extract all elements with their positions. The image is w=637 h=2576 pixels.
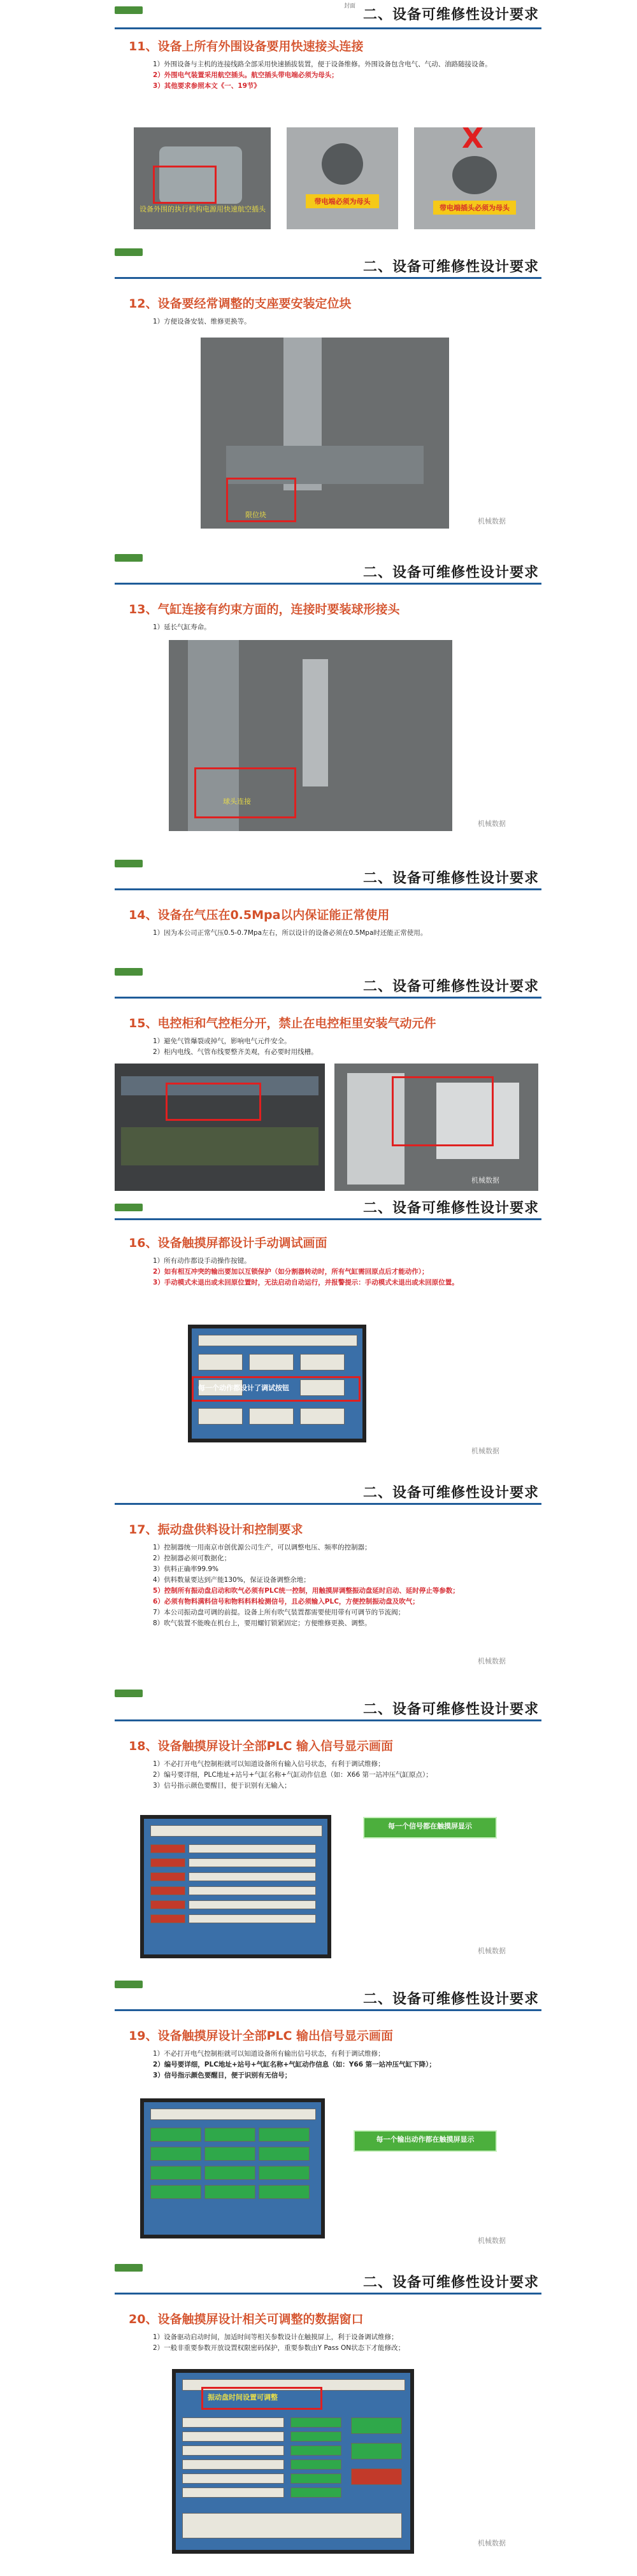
logo-icon — [115, 1981, 143, 1988]
highlight-box — [392, 1076, 494, 1146]
input-signal-screen-photo — [140, 1815, 331, 1958]
section-heading: 18、设备触摸屏设计全部PLC 输入信号显示画面 — [129, 1739, 394, 1753]
tag-label: 封面 — [344, 3, 356, 10]
text-line: 1）方便设备安装、维修更换等。 — [153, 318, 251, 325]
section-heading: 14、设备在气压在0.5Mpa以内保证能正常使用 — [129, 908, 390, 922]
watermark: 机械数据 — [478, 517, 506, 525]
text-line: 3）信号指示颜色要醒目，便于识别有无输入； — [153, 1782, 291, 1790]
text-line: 1）因为本公司正常气压0.5-0.7Mpa左右，所以设计的设备必须在0.5Mpa时还能正常使用。 — [153, 929, 427, 937]
photo-caption: 球头连接 — [223, 797, 251, 806]
highlight-box — [166, 1083, 261, 1121]
text-line: 1）延长气缸寿命。 — [153, 623, 211, 631]
divider — [115, 888, 541, 890]
section-text — [153, 622, 535, 633]
text-line: 1）控制器统一用南京市创优源公司生产，可以调整电压、频率的控制器； — [153, 1544, 371, 1551]
section-heading: 20、设备触摸屏设计相关可调整的数据窗口 — [129, 2312, 364, 2326]
text-line: 2）外围电气装置采用航空插头。航空插头带电端必须为母头； — [153, 71, 338, 79]
page-title: 二、设备可维修性设计要求 — [362, 870, 539, 886]
section-heading: 15、电控柜和气控柜分开，禁止在电控柜里安装气动元件 — [129, 1016, 436, 1030]
slide-18 — [115, 1701, 541, 1993]
slide-14 — [115, 872, 541, 981]
highlight-box — [194, 767, 296, 818]
watermark: 机械数据 — [478, 2237, 506, 2245]
cylinder-photo — [169, 640, 452, 831]
page-title: 二、设备可维修性设计要求 — [362, 2274, 539, 2291]
callout-label: 带电端插头必须为母头 — [433, 201, 516, 215]
logo-icon — [115, 6, 143, 14]
logo-icon — [115, 554, 143, 562]
slide-13 — [115, 564, 541, 872]
divider — [115, 583, 541, 585]
page-title: 二、设备可维修性设计要求 — [362, 1484, 539, 1501]
section-text — [153, 1542, 535, 1629]
text-line: 8）吹气装置不能晚在机台上，要用螺钉锁紧固定；方便维修更换、调整。 — [153, 1619, 371, 1627]
page-title: 二、设备可维修性设计要求 — [362, 978, 539, 995]
callout-label: 带电端必须为母头 — [306, 194, 379, 208]
section-text — [153, 59, 535, 92]
section-text — [153, 1759, 535, 1791]
section-heading: 12、设备要经常调整的支座要安装定位块 — [129, 297, 352, 311]
text-line: 3）信号指示颜色要醒目，便于识别有无信号； — [153, 2072, 292, 2079]
slide-19 — [115, 1993, 541, 2277]
pneumatic-cabinet-photo — [334, 1064, 538, 1191]
output-signal-screen-photo — [140, 2098, 325, 2238]
logo-icon — [115, 968, 143, 976]
touchscreen-photo — [188, 1325, 366, 1442]
text-line: 2）编号要详细，PLC地址+站号+气缸名称+气缸动作信息（如：X66 第一站冲压气缸原点）； — [153, 1771, 433, 1779]
watermark: 机械数据 — [478, 1657, 506, 1665]
section-text — [153, 2049, 535, 2081]
electrical-cabinet-photo — [115, 1064, 325, 1191]
divider — [115, 1719, 541, 1721]
callout-label: 每一个信号都在触摸屏显示 — [363, 1817, 497, 1839]
highlight-box — [153, 166, 217, 204]
divider — [115, 2009, 541, 2011]
text-line: 1）不必打开电气控制柜就可以知道设备所有输出信号状态，有利于调试维修； — [153, 2050, 385, 2058]
divider — [115, 997, 541, 999]
slide-15 — [115, 978, 541, 1200]
male-plug-photo — [414, 127, 535, 229]
cross-icon: X — [462, 127, 483, 155]
photo-caption: 每一个动作都设计了调试按钮 — [198, 1384, 289, 1392]
section-heading: 13、气缸连接有约束方面的，连接时要装球形接头 — [129, 602, 400, 616]
page-title: 二、设备可维修性设计要求 — [362, 1991, 539, 2007]
text-line: 2）如有相互冲突的输出要加以互锁保护（如分割器转动时，所有气缸需回原点后才能动作）； — [153, 1268, 429, 1276]
text-line: 1）外围设备与主机的连接线路全部采用快速插拔装置，便于设备维修。外围设备包含电气、气动、油路随接设备。 — [153, 60, 492, 68]
divider — [115, 1218, 541, 1220]
slide-12 — [115, 261, 541, 567]
text-line: 2）控制器必须可数据化； — [153, 1555, 231, 1562]
text-line: 1）所有动作都设手动操作按键。 — [153, 1257, 251, 1265]
slide-17 — [115, 1484, 541, 1704]
section-heading: 19、设备触摸屏设计全部PLC 输出信号显示画面 — [129, 2029, 394, 2043]
text-line: 7）本公司振动盘可调的前提。设备上所有吹气装置都需要使用带有可调节的节流阀； — [153, 1609, 405, 1616]
text-line: 6）必须有物料满料信号和物料料料检测信号，且必须输入PLC，方便控制振动盘及吹气； — [153, 1598, 419, 1605]
page-title: 二、设备可维修性设计要求 — [362, 1200, 539, 1216]
divider — [115, 277, 541, 279]
section-heading: 17、振动盘供料设计和控制要求 — [129, 1523, 303, 1537]
text-line: 1）设备驱动启动时间，加适时间等相关参数设计在触摸屏上，利于设备调试维修； — [153, 2333, 398, 2341]
logo-icon — [115, 860, 143, 867]
watermark: 机械数据 — [478, 820, 506, 828]
watermark: 机械数据 — [478, 1947, 506, 1955]
text-line: 2）编号要详细，PLC地址+站号+气缸名称+气缸动作信息（如：Y66 第一站冲压气缸下降）； — [153, 2061, 436, 2068]
text-line: 1）不必打开电气控制柜就可以知道设备所有输入信号状态，有利于调试维修； — [153, 1760, 385, 1768]
slide-20 — [115, 2274, 541, 2576]
logo-icon — [115, 2264, 143, 2272]
photo-caption: 设备外围的执行机构电源用快速航空插头 — [140, 205, 266, 213]
page-title: 二、设备可维修性设计要求 — [362, 6, 539, 23]
text-line: 4）供料数量要达到产能130%，保证设备调整余地； — [153, 1576, 310, 1584]
watermark: 机械数据 — [471, 1176, 499, 1185]
divider — [115, 2293, 541, 2295]
section-heading: 11、设备上所有外围设备要用快速接头连接 — [129, 39, 364, 53]
page-title: 二、设备可维修性设计要求 — [362, 564, 539, 581]
page-title: 二、设备可维修性设计要求 — [362, 1701, 539, 1718]
divider — [115, 1503, 541, 1505]
text-line: 3）供料正确率99.9% — [153, 1565, 219, 1573]
photo-caption: 振动盘时间设置可调整 — [208, 2393, 278, 2402]
section-text — [153, 1256, 535, 1288]
section-heading: 16、设备触摸屏都设计手动调试画面 — [129, 1236, 327, 1250]
section-text — [153, 1036, 535, 1058]
section-text — [153, 317, 535, 327]
logo-icon — [115, 1204, 143, 1211]
callout-label: 每一个输出动作都在触摸屏显示 — [354, 2130, 497, 2152]
logo-icon — [115, 1690, 143, 1697]
slide-16 — [115, 1200, 541, 1503]
section-text — [153, 2332, 535, 2354]
text-line: 3）其他要求参照本文《一、19节》 — [153, 82, 261, 90]
section-text — [153, 928, 535, 939]
watermark: 机械数据 — [478, 2539, 506, 2547]
parameter-screen-photo — [172, 2369, 414, 2554]
logo-icon — [115, 248, 143, 256]
connector-photo — [134, 127, 271, 229]
text-line: 2）一般非重要参数开放设置权限密码保护，重要参数由Y Pass ON状态下才能修改； — [153, 2344, 405, 2352]
photo-caption: 限位块 — [245, 511, 266, 519]
text-line: 1）避免气管爆裂或掉气，影响电气元件安全。 — [153, 1037, 291, 1045]
fixture-photo — [201, 338, 449, 529]
text-line: 3）手动模式未退出或未回原位置时，无法启动自动运行，并报警提示：手动模式未退出或未回原位置。 — [153, 1279, 459, 1286]
text-line: 5）控制所有振动盘启动和吹气必须有PLC统一控制，用触摸屏调整振动盘延时启动、延时停止等参数； — [153, 1587, 459, 1595]
watermark: 机械数据 — [471, 1447, 499, 1455]
text-line: 2）柜内电线、气管布线要整齐美观，有必要时用线槽。 — [153, 1048, 318, 1056]
slide-11 — [115, 0, 541, 261]
page-title: 二、设备可维修性设计要求 — [362, 259, 539, 275]
female-plug-photo — [287, 127, 398, 229]
slide-header — [115, 0, 541, 29]
